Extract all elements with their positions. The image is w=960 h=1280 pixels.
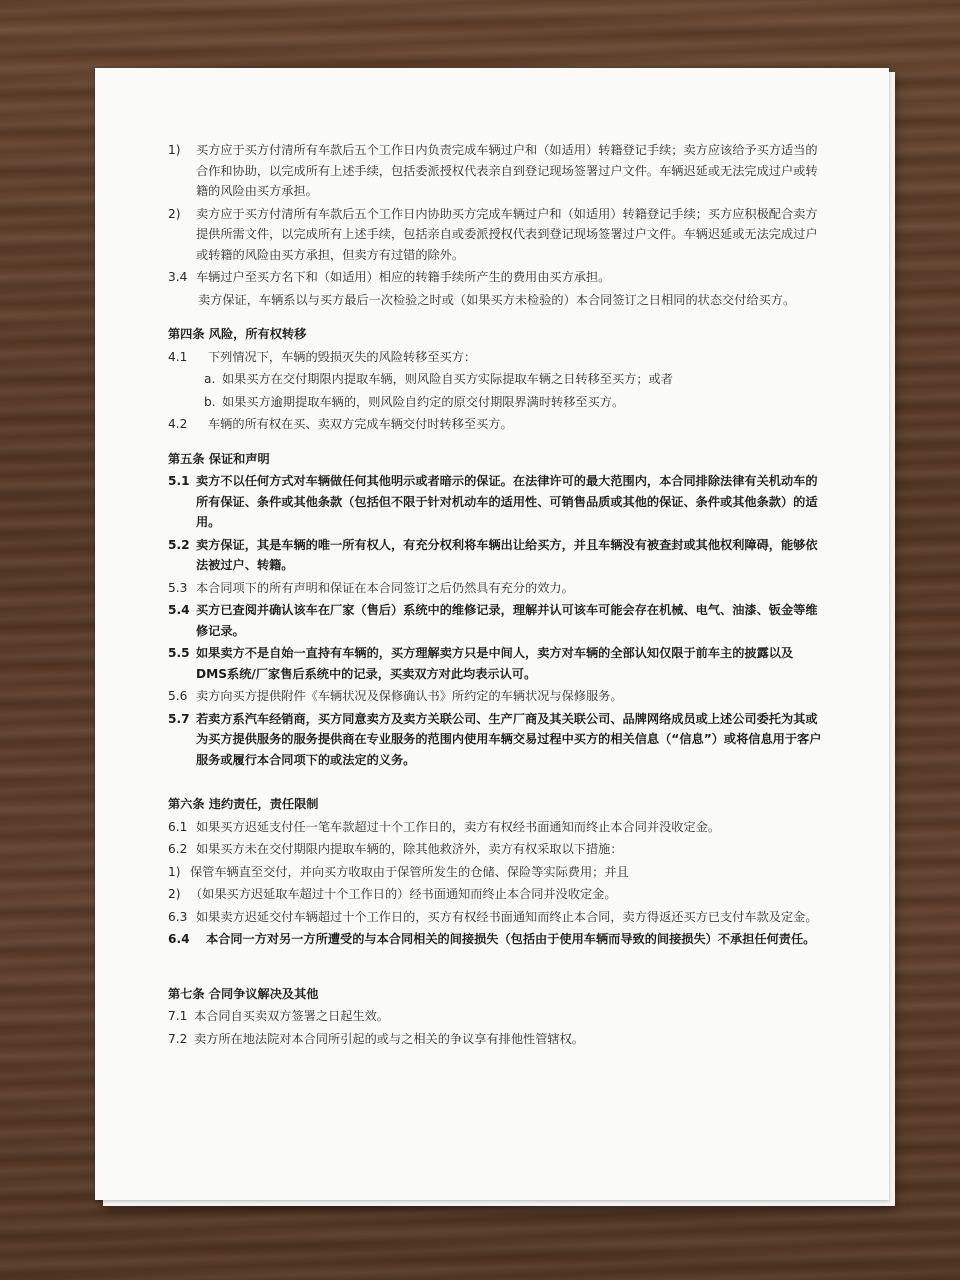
clause-6-2-item-1: [168, 862, 828, 883]
clause-text: 如果买方迟延支付任一笔车款超过十个工作日的，卖方有权经书面通知而终止本合同并没收定金。: [196, 819, 721, 834]
clause-number: 5.6: [168, 689, 188, 703]
clause-number: 4.1: [168, 349, 188, 364]
clause-text: 车辆的所有权在买、卖双方完成车辆交付时转移至买方。: [208, 417, 513, 431]
sub-letter: a.: [204, 372, 216, 386]
clause-text: 卖方所在地法院对本合同所引起的或与之相关的争议享有排他性管辖权。: [194, 1031, 584, 1046]
clause-6-4: [168, 929, 828, 950]
clause-4-2: [168, 414, 828, 435]
clause-5-1: [168, 471, 828, 533]
clause-6-3: [168, 907, 828, 928]
item-number: 2): [168, 206, 181, 221]
sub-text: 如果买方逾期提取车辆的，则风险自约定的原交付期限界满时转移至买方。: [222, 394, 625, 409]
clause-text: 如果买方未在交付期限内提取车辆的，除其他救济外，卖方有权采取以下措施：: [196, 842, 623, 856]
clause-text: 本合同项下的所有声明和保证在本合同签订之后仍然具有充分的效力。: [196, 580, 574, 595]
clause-text: 如果卖方不是自始一直持有车辆的，买方理解卖方只是中间人，卖方对车辆的全部认知仅限于前车主的披露以及: [196, 646, 794, 660]
clause-number: 5.3: [168, 580, 188, 595]
clause-number: 3.4: [168, 270, 188, 284]
clause-5-5: [168, 643, 828, 684]
article-7-title: 第七条 合同争议解决及其他: [168, 986, 319, 1001]
clause-text: 如果卖方迟延交付车辆超过十个工作日的，买方有权经书面通知而终止本合同，卖方得返还买方已支付车款及定金。: [196, 909, 818, 924]
article-6-title: 第六条 违约责任，责任限制: [168, 797, 319, 811]
clause-6-2: [168, 839, 828, 860]
item-number: 1): [168, 864, 181, 879]
clause-text: 本合同自买卖双方签署之日起生效。: [194, 1009, 389, 1023]
clause-number: 6.3: [168, 909, 188, 924]
article-5-title: 第五条 保证和声明: [168, 451, 270, 466]
clause-number: 5.1: [168, 474, 190, 488]
clause-text: 卖方向买方提供附件《车辆状况及保修确认书》所约定的车辆状况与保修服务。: [196, 689, 623, 703]
clause-6-2-item-2: [168, 884, 828, 905]
item-text: （如果买方迟延取车超过十个工作日的）经书面通知而终止本合同并没收定金。: [190, 887, 617, 901]
clause-4-1: [168, 347, 828, 368]
clause-number: 6.4: [168, 932, 190, 946]
clause-5-3: [168, 578, 828, 599]
clause-4-1-b: [168, 392, 828, 413]
clause-text: 下列情况下，车辆的毁损灭失的风险转移至买方：: [208, 349, 477, 364]
item-text: 保管车辆直至交付，并向买方收取由于保管所发生的仓储、保险等实际费用；并且: [190, 864, 629, 879]
item-number: 1): [168, 143, 181, 157]
intro-item-1: [168, 140, 828, 202]
article-4-title: 第四条 风险，所有权转移: [168, 327, 307, 341]
clause-4-1-a: [168, 369, 828, 390]
clause-5-4: [168, 600, 828, 641]
clause-text: 车辆过户至买方名下和（如适用）相应的转籍手续所产生的费用由买方承担。: [196, 270, 611, 284]
clause-text: 卖方保证，其是车辆的唯一所有权人，有充分权利将车辆出让给买方，并且车辆没有被查封或其他权利障碍，能够依法被过户、转籍。: [196, 537, 818, 572]
clause-6-1: [168, 817, 828, 838]
clause-5-6: [168, 686, 828, 707]
clause-number: 5.4: [168, 603, 190, 617]
clause-5-2: [168, 535, 828, 576]
intro-item-2: [168, 204, 828, 266]
sub-text: 如果买方在交付期限内提取车辆，则风险自买方实际提取车辆之日转移至买方；或者: [222, 372, 673, 386]
clause-7-2: [168, 1029, 828, 1050]
item-text: 卖方应于买方付清所有车款后五个工作日内协助买方完成车辆过户和（如适用）转籍登记手续；买方应积极配合卖方提供所需文件，以完成所有上述手续，包括亲自或委派授权代表到登记现场签署过户文件。车辆迟延或无法完成过户或转籍的风险由买方承担，但卖方有过错的除外。: [196, 206, 818, 262]
clause-text: 卖方不以任何方式对车辆做任何其他明示或者暗示的保证。在法律许可的最大范围内，本合同排除法律有关机动车的所有保证、条件或其他条款（包括但不限于针对机动车的适用性、可销售品质或其他的保证、条件或其他条款）的适用。: [196, 474, 818, 529]
clause-number: 6.2: [168, 842, 188, 856]
sub-letter: b.: [204, 394, 216, 409]
clause-5-7: [168, 709, 828, 771]
clause-number: 5.2: [168, 537, 190, 552]
clause-text: 若卖方系汽车经销商，买方同意卖方及卖方关联公司、生产厂商及其关联公司、品牌网络成员或上述公司委托为其或为买方提供服务的服务提供商在专业服务的范围内使用车辆交易过程中买方的相关信息（“信息”）或将信息用于客户服务或履行本合同项下的或法定的义务。: [196, 711, 822, 767]
clause-number: 7.2: [168, 1031, 188, 1046]
clause-text: 本合同一方对另一方所遭受的与本合同相关的间接损失（包括由于使用车辆而导致的间接损失）不承担任何责任。: [206, 932, 816, 946]
item-text: 买方应于买方付清所有车款后五个工作日内负责完成车辆过户和（如适用）转籍登记手续；卖方应该给予买方适当的合作和协助，以完成所有上述手续，包括委派授权代表亲自到登记现场签署过户文件。车辆迟延或无法完成过户或转籍的风险由买方承担。: [196, 143, 818, 198]
clause-number: 4.2: [168, 417, 188, 431]
clause-number: 5.7: [168, 711, 190, 726]
clause-3-4-continuation: 卖方保证，车辆系以与买方最后一次检验之时或（如果买方未检验的）本合同签订之日相同的状态交付给买方。: [198, 292, 796, 307]
clause-number: 5.5: [168, 646, 190, 660]
contract-content: [168, 138, 828, 1051]
clause-3-4: [168, 267, 828, 288]
clause-number: 6.1: [168, 819, 188, 834]
contract-page: [95, 68, 889, 1200]
clause-7-1: [168, 1006, 828, 1027]
clause-text-continuation: DMS系统/厂家售后系统中的记录，买卖双方对此均表示认可。: [196, 666, 537, 681]
clause-number: 7.1: [168, 1009, 188, 1023]
clause-text: 买方已查阅并确认该车在厂家（售后）系统中的维修记录，理解并认可该车可能会存在机械、电气、油漆、钣金等维修记录。: [196, 603, 818, 638]
item-number: 2): [168, 887, 181, 901]
